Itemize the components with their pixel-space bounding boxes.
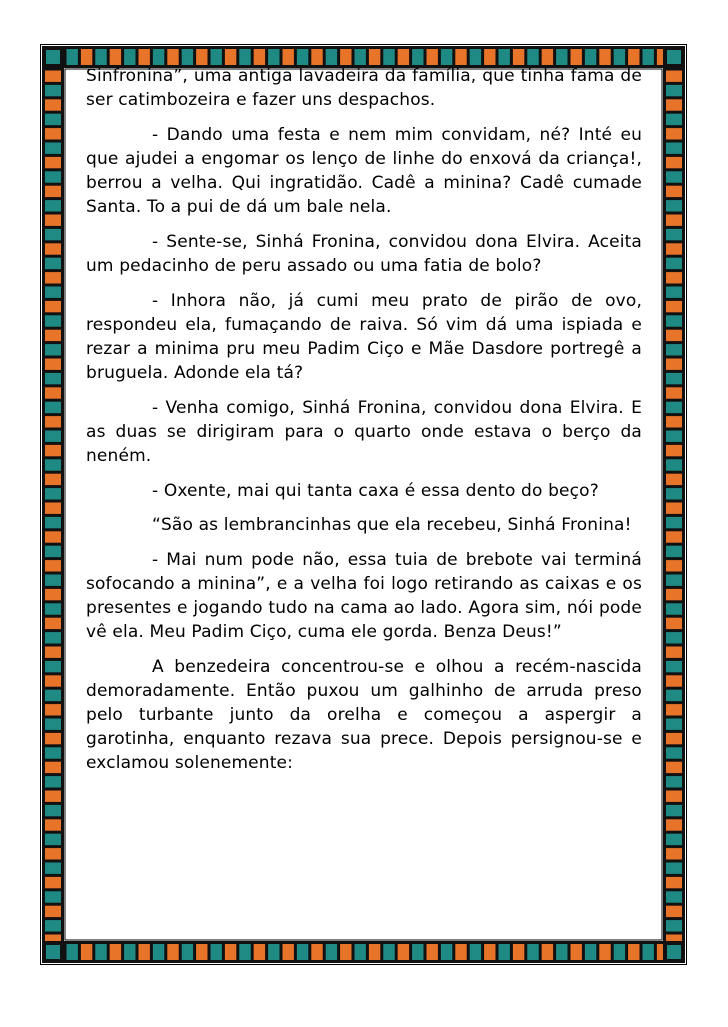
border-tile [666, 85, 682, 96]
border-tile [666, 143, 682, 154]
border-tile [599, 944, 610, 960]
border-tile [571, 944, 582, 960]
border-tile [666, 618, 682, 629]
border-tile [470, 944, 481, 960]
border-tile [585, 944, 596, 960]
border-tile [45, 575, 61, 586]
border-tile [45, 791, 61, 802]
border-tile [527, 944, 538, 960]
paragraph-5: - Venha comigo, Sinhá Fronina, convidou dona Elvira. E as duas se dirigiram para o quarto onde estava o berço da neném. [86, 397, 642, 467]
border-tile [666, 632, 682, 643]
border-tile [45, 215, 61, 226]
border-tile [666, 215, 682, 226]
border-tile [45, 431, 61, 442]
border-tile [225, 49, 236, 65]
border-tile [455, 49, 466, 65]
border-tile [153, 49, 164, 65]
border-tile [666, 229, 682, 240]
border-tile [340, 944, 351, 960]
border-tile [45, 920, 61, 931]
border-tile [268, 944, 279, 960]
border-tile [81, 944, 92, 960]
border-tile [45, 128, 61, 139]
border-tile [45, 287, 61, 298]
border-corner-inner [46, 945, 60, 959]
border-tile [666, 503, 682, 514]
border-tile [45, 402, 61, 413]
border-tile [45, 474, 61, 485]
border-tile [45, 819, 61, 830]
border-tile [427, 944, 438, 960]
border-tile [666, 272, 682, 283]
border-tile [153, 944, 164, 960]
border-tile [67, 944, 78, 960]
border-tile [45, 632, 61, 643]
border-tile [297, 944, 308, 960]
border-tile [412, 49, 423, 65]
border-tile [45, 517, 61, 528]
border-tile [124, 944, 135, 960]
border-tile [599, 49, 610, 65]
border-tile [666, 200, 682, 211]
border-tile [484, 944, 495, 960]
border-tile [45, 445, 61, 456]
border-tile [182, 944, 193, 960]
border-tile [297, 49, 308, 65]
paragraph-6: - Oxente, mai qui tanta caxa é essa dento do beço? [152, 480, 599, 501]
border-tile [666, 488, 682, 499]
border-tile [666, 819, 682, 830]
border-tile [311, 49, 322, 65]
border-tile [484, 49, 495, 65]
border-tile [499, 49, 510, 65]
border-tile [283, 944, 294, 960]
border-tile [45, 690, 61, 701]
border-tile [45, 200, 61, 211]
border-tile [45, 459, 61, 470]
border-tile [254, 49, 265, 65]
border-tile [666, 690, 682, 701]
border-tile [45, 243, 61, 254]
border-tile [45, 387, 61, 398]
border-tile [45, 315, 61, 326]
border-tile [666, 791, 682, 802]
paragraph-7: “São as lembrancinhas que ela recebeu, Sinhá Fronina! [152, 515, 632, 536]
border-tile [45, 330, 61, 341]
border-tile [355, 944, 366, 960]
border-tile [211, 944, 222, 960]
border-tile [45, 675, 61, 686]
border-tile [643, 944, 654, 960]
border-tile [666, 647, 682, 658]
border-tile [45, 344, 61, 355]
border-tile [45, 99, 61, 110]
border-tile [139, 944, 150, 960]
border-tile [666, 589, 682, 600]
border-tile [666, 186, 682, 197]
border-tile [666, 704, 682, 715]
border-tile [666, 459, 682, 470]
border-tile [666, 848, 682, 859]
border-tile [182, 49, 193, 65]
border-tile [666, 474, 682, 485]
border-tile [666, 891, 682, 902]
border-tile [45, 114, 61, 125]
border-tile [196, 944, 207, 960]
border-tile [81, 49, 92, 65]
border-tile [211, 49, 222, 65]
border-tile [666, 517, 682, 528]
border-tile [666, 805, 682, 816]
border-tile [643, 49, 654, 65]
border-tile [45, 647, 61, 658]
border-tile [383, 49, 394, 65]
border-tile [542, 49, 553, 65]
border-tile [666, 546, 682, 557]
border-tile [45, 834, 61, 845]
border-tile [666, 834, 682, 845]
border-tile [398, 49, 409, 65]
border-tile [383, 944, 394, 960]
border-tile [110, 49, 121, 65]
border-tile [45, 71, 61, 82]
border-tile [666, 359, 682, 370]
border-tile [666, 373, 682, 384]
border-tile [513, 49, 524, 65]
border-tile [666, 416, 682, 427]
border-tile [666, 906, 682, 917]
border-tile [666, 877, 682, 888]
border-tile [45, 546, 61, 557]
border-tile [239, 944, 250, 960]
border-tile [666, 128, 682, 139]
border-tile [666, 157, 682, 168]
border-tile [666, 575, 682, 586]
border-tile [124, 49, 135, 65]
border-tile [45, 747, 61, 758]
border-tile [45, 560, 61, 571]
border-tile [666, 719, 682, 730]
border-tile [666, 776, 682, 787]
border-tile [585, 49, 596, 65]
border-tile [225, 944, 236, 960]
border-tile [666, 315, 682, 326]
border-tile [45, 704, 61, 715]
border-tile [556, 49, 567, 65]
border-tile [666, 387, 682, 398]
paragraph-8: - Mai num pode não, essa tuia de brebote vai terminá sofocando a minina”, e a velha foi logo retirando as caixas e os presentes e jogando tudo na cama ao lado. Agora sim, nói pode vê ela. Meu Padim Ciço, cuma ele gorda. Benza Deus!” [86, 549, 642, 643]
border-tile [45, 891, 61, 902]
border-tile [67, 49, 78, 65]
border-tile [666, 431, 682, 442]
border-tile [45, 776, 61, 787]
border-tile [239, 49, 250, 65]
paragraph-3: - Sente-se, Sinhá Fronina, convidou dona Elvira. Aceita um pedacinho de peru assado ou uma fatia de bolo? [86, 231, 642, 277]
border-tile [427, 49, 438, 65]
border-tile [311, 944, 322, 960]
border-corner-inner [46, 50, 60, 64]
border-tile [167, 49, 178, 65]
border-tile [513, 944, 524, 960]
border-tile [45, 373, 61, 384]
border-tile [666, 258, 682, 269]
border-tile [45, 85, 61, 96]
border-tile [441, 944, 452, 960]
border-tile [628, 49, 639, 65]
border-tile [666, 71, 682, 82]
border-tile [268, 49, 279, 65]
border-tile [45, 805, 61, 816]
border-tile [45, 258, 61, 269]
border-tile [110, 944, 121, 960]
border-tile [369, 944, 380, 960]
border-tile [455, 944, 466, 960]
border-tile [45, 359, 61, 370]
border-tile [441, 49, 452, 65]
border-tile [340, 49, 351, 65]
border-tile [666, 603, 682, 614]
border-tile [470, 49, 481, 65]
border-tile [45, 719, 61, 730]
paragraph-2: - Dando uma festa e nem mim convidam, né? Inté eu que ajudei a engomar os lenço de linhe do enxová da criança!, berrou a velha. Qui ingratidão. Cadê a minina? Cadê cumade Santa. To a pui de dá um bale nela. [86, 124, 642, 218]
border-tile [45, 531, 61, 542]
border-tile [666, 114, 682, 125]
border-tile [45, 762, 61, 773]
border-tile [45, 157, 61, 168]
border-tile [398, 944, 409, 960]
border-tile [666, 445, 682, 456]
border-tile [571, 49, 582, 65]
border-corner-inner [667, 50, 681, 64]
border-tile [45, 603, 61, 614]
border-tile [666, 733, 682, 744]
border-tile [666, 661, 682, 672]
border-tile [666, 287, 682, 298]
border-tile [45, 171, 61, 182]
border-tile [542, 944, 553, 960]
border-tile [45, 877, 61, 888]
border-tile [326, 49, 337, 65]
border-tile [666, 675, 682, 686]
border-tile [614, 49, 625, 65]
border-tile [666, 301, 682, 312]
border-tile [666, 863, 682, 874]
border-tile [45, 848, 61, 859]
border-tile [95, 944, 106, 960]
border-tile [45, 733, 61, 744]
document-text [86, 64, 642, 786]
border-tile [666, 762, 682, 773]
border-tile [45, 229, 61, 240]
border-tile [614, 944, 625, 960]
border-tile [666, 99, 682, 110]
border-tile [666, 344, 682, 355]
border-tile [666, 560, 682, 571]
border-tile [45, 416, 61, 427]
border-tile [666, 402, 682, 413]
border-tile [45, 143, 61, 154]
border-tile [666, 531, 682, 542]
border-tile [167, 944, 178, 960]
paragraph-1: Sinfronina”, uma antiga lavadeira da família, que tinha fama de ser catimbozeira e fazer uns despachos. [86, 66, 642, 111]
border-tile [45, 488, 61, 499]
border-tile [45, 301, 61, 312]
border-tile [666, 330, 682, 341]
border-tile [326, 944, 337, 960]
border-tile [139, 49, 150, 65]
border-tile [45, 503, 61, 514]
paragraph-9: A benzedeira concentrou-se e olhou a recém-nascida demoradamente. Então puxou um galhinho de arruda preso pelo turbante junto da orelha e começou a aspergir a garotinha, enquanto rezava sua prece. Depois persignou-se e exclamou solenemente: [86, 656, 642, 774]
border-tile [355, 49, 366, 65]
border-tile [95, 49, 106, 65]
paragraph-4: - Inhora não, já cumi meu prato de pirão de ovo, respondeu ela, fumaçando de raiva. Só vim dá uma ispiada e rezar a minima pru meu Padim Ciço e Mãe Dasdore portregê a bruguela. Adonde ela tá? [86, 290, 642, 384]
border-tile [45, 186, 61, 197]
border-tile [45, 906, 61, 917]
border-tile [45, 863, 61, 874]
border-tile [499, 944, 510, 960]
border-tile [254, 944, 265, 960]
border-tile [45, 661, 61, 672]
border-tile [412, 944, 423, 960]
border-tile [666, 920, 682, 931]
border-tile [628, 944, 639, 960]
border-tile [666, 171, 682, 182]
border-corner-inner [667, 945, 681, 959]
border-tile [45, 589, 61, 600]
border-tile [666, 747, 682, 758]
border-tile [196, 49, 207, 65]
border-tile [556, 944, 567, 960]
border-tile [527, 49, 538, 65]
border-tile [666, 243, 682, 254]
border-tile [45, 618, 61, 629]
border-tile [369, 49, 380, 65]
border-tile [283, 49, 294, 65]
border-tile [45, 272, 61, 283]
